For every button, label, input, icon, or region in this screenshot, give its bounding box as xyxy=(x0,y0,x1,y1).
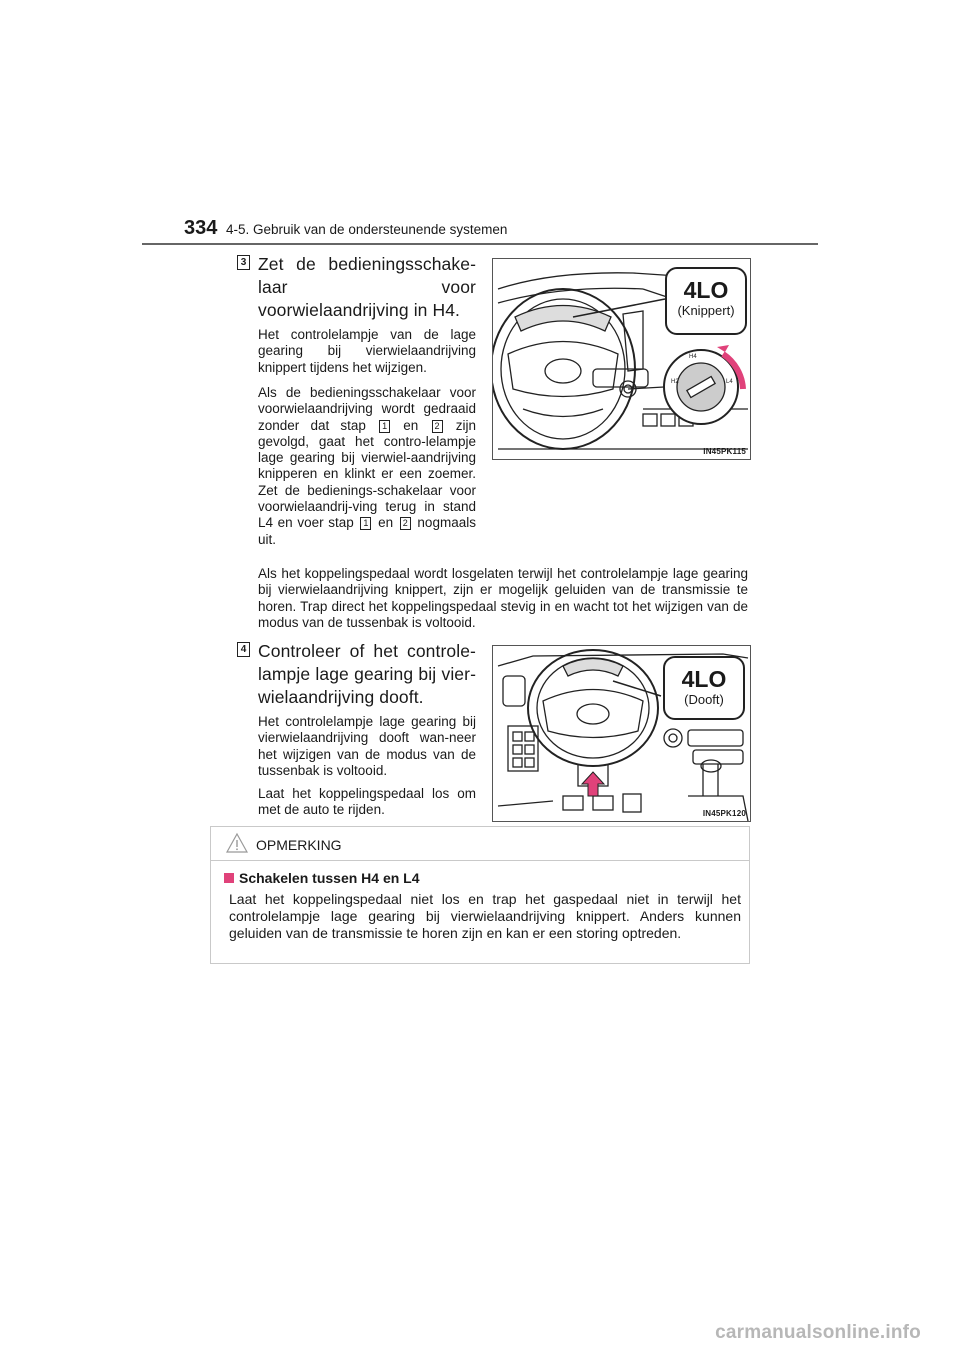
bullet-square-icon xyxy=(224,873,234,883)
page-number: 334 xyxy=(184,217,218,239)
step-4-heading: Controleer of het controle-lampje lage gearing bij vier-wielaandrijving dooft. xyxy=(258,641,476,707)
step-ref-box: 1 xyxy=(360,517,371,530)
step-3-heading: Zet de bedieningsschake-laar voor voorwielaandrijving in H4. xyxy=(258,254,476,320)
callout-state-label: (Dooft) xyxy=(684,692,724,707)
step-ref-box: 2 xyxy=(432,420,443,433)
figure-code: IN45PK120 xyxy=(702,809,746,818)
callout-state-label: (Knippert) xyxy=(677,303,735,318)
step-4-marker: 4 xyxy=(237,642,250,657)
dial-label-h2: H2 xyxy=(671,379,679,385)
figure-4lo-off xyxy=(492,645,751,822)
callout-4lo-label: 4LO xyxy=(681,666,727,692)
section-title: 4-5. Gebruik van de ondersteunende systemen xyxy=(226,222,508,237)
notice-box xyxy=(210,826,750,964)
step-3-para2-text-c: nogmaals uit. xyxy=(258,515,476,547)
callout-4lo-knippert xyxy=(665,267,747,335)
notice-subheading xyxy=(224,870,420,886)
step-3-paragraph-2 xyxy=(258,385,476,548)
figure-code: IN45PK115 xyxy=(703,447,746,456)
step-3-para2-en2: en xyxy=(378,515,394,531)
step-ref-box: 1 xyxy=(379,420,390,433)
callout-4lo-label: 4LO xyxy=(683,277,729,303)
step-ref-box: 2 xyxy=(400,517,411,530)
step-3-paragraph-3: Als het koppelingspedaal wordt losgelaten terwijl het controlelampje lage gearing bij vierwielaandrijving knippert, zijn er mogelijk geluiden van de transmissie te horen. Trap direct het koppelingspedaal stevig in en wacht tot het wijzigen van de modus van de tussenbak is voltooid. xyxy=(258,566,748,630)
step-4-paragraph-1: Het controlelampje lage gearing bij vierwielaandrijving dooft wan-neer het wijzigen van de modus van de tussenbak is voltooid. xyxy=(258,714,476,778)
notice-header xyxy=(211,827,749,861)
step-3-para2-text-b: zijn gevolgd, gaat het contro-lelampje lage gearing bij vierwiel-aandrijving knipperen en klinkt er een zoemer. Zet de bedienings-schakelaar voor voorwielaandrij-ving terug in stand L4 en voer stap xyxy=(258,417,476,531)
step-3-paragraph-1: Het controlelampje van de lage gearing bij vierwielaandrijving knippert tijdens het wijzigen. xyxy=(258,327,476,375)
warning-triangle-icon xyxy=(226,832,248,859)
notice-title: OPMERKING xyxy=(256,837,342,853)
callout-4lo-dooft xyxy=(663,656,745,720)
step-4-paragraph-2: Laat het koppelingspedaal los om met de auto te rijden. xyxy=(258,786,476,818)
step-3-marker: 3 xyxy=(237,255,250,270)
dial-label-l4: L4 xyxy=(726,379,733,385)
notice-text: Laat het koppelingspedaal niet los en trap het gaspedaal niet in terwijl het controlelampje lage gearing bij vierwielaandrijving knippert. Anders kunnen geluiden van de transmissie te horen zijn en kan er een storing optreden. xyxy=(229,891,741,941)
header-divider xyxy=(142,243,818,245)
notice-subheading-text: Schakelen tussen H4 en L4 xyxy=(239,870,420,886)
step-3-para2-en: en xyxy=(403,417,419,433)
step-3-para2-text-a: Als de bedieningsschakelaar voor voorwielaandrijving wordt gedraaid zonder dat stap xyxy=(258,385,476,433)
dial-label-h4: H4 xyxy=(689,354,697,360)
figure-4lo-blinking xyxy=(492,258,751,460)
watermark: carmanualsonline.info xyxy=(715,1322,921,1343)
